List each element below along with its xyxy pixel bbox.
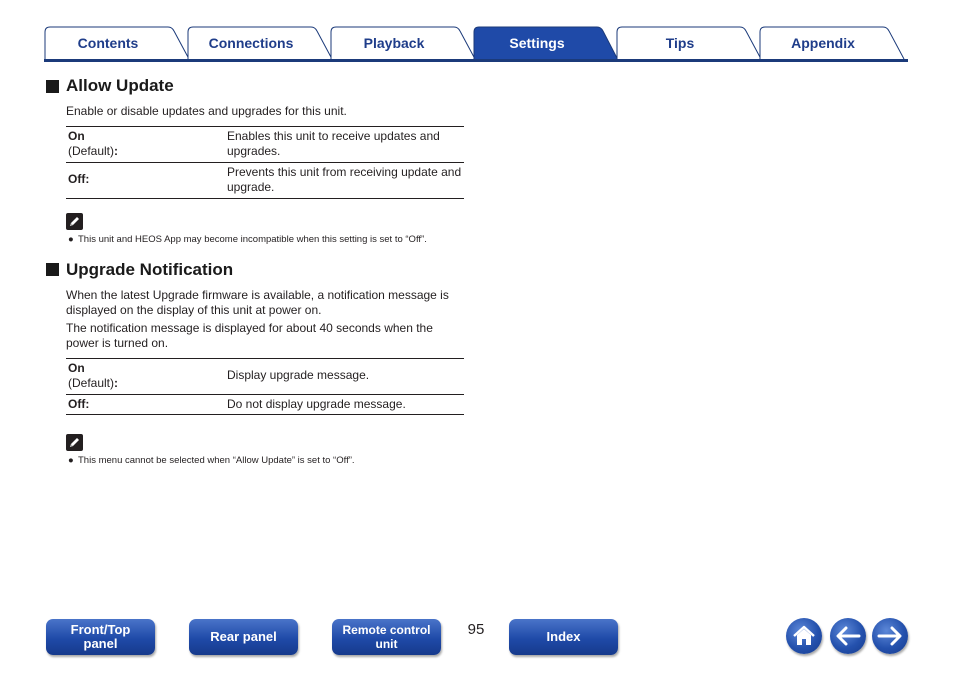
- option-key: On (Default):: [66, 358, 225, 394]
- table-row: [66, 162, 464, 198]
- home-icon[interactable]: [786, 618, 822, 654]
- table-row: [66, 126, 464, 162]
- upgrade-notification-options-table: [66, 358, 464, 416]
- section-title-allow-update: Allow Update: [46, 74, 466, 98]
- page-number: 95: [467, 621, 485, 638]
- upgrade-notification-note: ● This menu cannot be selected when “Allow Update” is set to “Off”.: [68, 455, 355, 466]
- table-row: [66, 394, 464, 415]
- option-value: Prevents this unit from receiving update and upgrade.: [225, 162, 464, 198]
- option-key: Off:: [66, 394, 225, 415]
- option-key: On (Default):: [66, 126, 225, 162]
- tab-playback[interactable]: [330, 26, 476, 60]
- remote-control-unit-button[interactable]: Remote control unit: [332, 619, 441, 655]
- section-title-upgrade-notification: Upgrade Notification: [46, 258, 466, 282]
- rear-panel-button[interactable]: Rear panel: [189, 619, 298, 655]
- section-square-icon: [46, 263, 59, 276]
- front-top-panel-button[interactable]: Front/Top panel: [46, 619, 155, 655]
- arrow-left-icon[interactable]: [830, 618, 866, 654]
- upgrade-notification-description-2: The notification message is displayed for about 40 seconds when the power is turned on.: [66, 320, 433, 350]
- section-square-icon: [46, 80, 59, 93]
- tab-bar: [44, 26, 908, 62]
- pencil-icon: [66, 213, 83, 230]
- table-row: [66, 358, 464, 394]
- option-value: Enables this unit to receive updates and upgrades.: [225, 126, 464, 162]
- tab-contents-label: Contents: [77, 35, 139, 51]
- arrow-right-icon[interactable]: [872, 618, 908, 654]
- tab-underline: [44, 59, 908, 62]
- pencil-icon: [66, 434, 83, 451]
- tab-connections[interactable]: [187, 26, 333, 60]
- allow-update-options-table: [66, 126, 464, 199]
- option-value: Display upgrade message.: [225, 358, 464, 394]
- tab-tips[interactable]: [616, 26, 762, 60]
- tab-contents[interactable]: [44, 26, 190, 60]
- allow-update-note: ● This unit and HEOS App may become incompatible when this setting is set to “Off”.: [68, 233, 427, 245]
- tab-connections-label: Connections: [208, 35, 294, 51]
- allow-update-description: Enable or disable updates and upgrades for this unit.: [66, 104, 347, 118]
- option-value: Do not display upgrade message.: [225, 394, 464, 415]
- tab-appendix[interactable]: [759, 26, 905, 60]
- option-key: Off:: [66, 162, 225, 198]
- tab-tips-label: Tips: [665, 35, 695, 51]
- upgrade-notification-description-1: When the latest Upgrade firmware is available, a notification message is displayed on the display of this unit at power on.: [66, 287, 449, 317]
- index-button[interactable]: Index: [509, 619, 618, 655]
- tab-playback-label: Playback: [363, 35, 425, 51]
- tab-appendix-label: Appendix: [791, 35, 855, 51]
- tab-settings-label: Settings: [509, 35, 565, 51]
- tab-settings[interactable]: [473, 26, 619, 60]
- page-content: [46, 74, 466, 467]
